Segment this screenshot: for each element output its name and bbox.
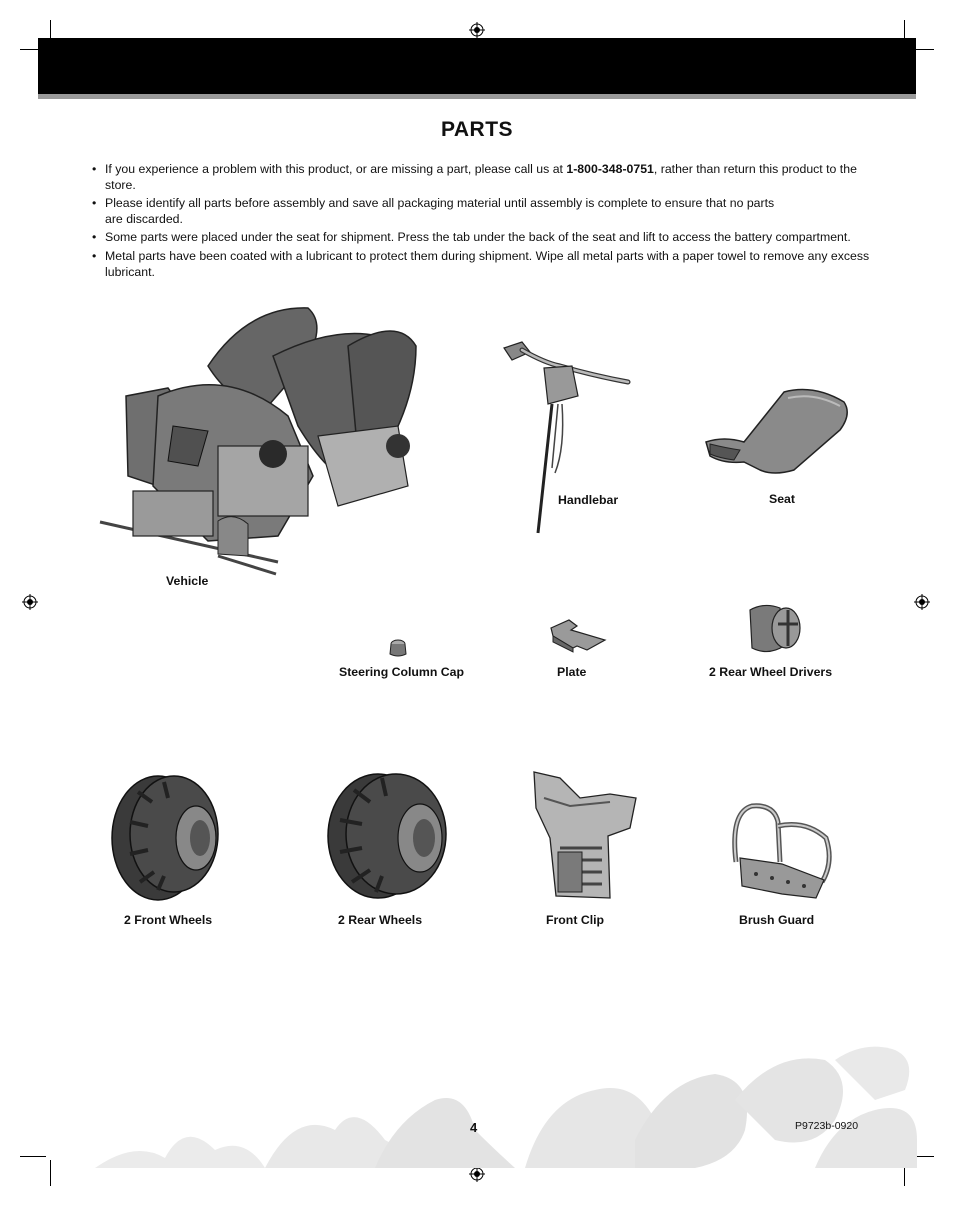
plate-label: Plate (557, 665, 587, 679)
header-rule (38, 94, 916, 99)
document-code: P9723b-0920 (795, 1120, 859, 1132)
list-item (92, 196, 795, 227)
front-clip-image (530, 768, 640, 904)
crop-mark (50, 1160, 51, 1186)
handlebar-label: Handlebar (558, 493, 619, 507)
instructions-list (92, 162, 882, 283)
rear-wheels-label: 2 Rear Wheels (338, 913, 423, 927)
crop-mark (50, 20, 51, 46)
rear-wheel-drivers-image (744, 602, 804, 656)
registration-mark-icon (22, 594, 38, 610)
crop-mark (908, 49, 934, 50)
support-phone: 1-800-348-0751 (566, 162, 654, 176)
bullet-text: Please identify all parts before assembly and save all packaging material until assembly is complete to ensure that no parts are discarded. (105, 196, 775, 226)
bullet-text: , rather than return this product to the store. (105, 162, 857, 192)
rear-wheels-image (324, 770, 450, 902)
list-item (92, 249, 882, 280)
footer-texture (95, 1040, 917, 1168)
plate-image (547, 616, 609, 654)
registration-mark-icon (469, 22, 485, 38)
bullet-text: If you experience a problem with this product, or are missing a part, please call us at (105, 162, 567, 176)
page-number: 4 (470, 1120, 478, 1135)
crop-mark (904, 20, 905, 46)
vehicle-label: Vehicle (166, 574, 209, 588)
crop-mark (20, 1156, 46, 1157)
vehicle-image (98, 306, 428, 578)
header-bar (38, 38, 916, 94)
seat-label: Seat (769, 492, 795, 506)
registration-mark-icon (469, 1166, 485, 1182)
front-clip-label: Front Clip (546, 913, 605, 927)
brush-guard-label: Brush Guard (739, 913, 815, 927)
brush-guard-image (726, 802, 836, 902)
rear-wheel-drivers-label: 2 Rear Wheel Drivers (709, 665, 833, 679)
front-wheels-label: 2 Front Wheels (124, 913, 213, 927)
steering-column-cap-label: Steering Column Cap (339, 665, 465, 679)
page-title: PARTS (440, 118, 514, 141)
list-item (92, 162, 882, 193)
bullet-text: Metal parts have been coated with a lubricant to protect them during shipment. Wipe all metal parts with a paper towel to remove any excess lubricant. (105, 248, 870, 279)
handlebar-image (500, 338, 635, 538)
bullet-text: Some parts were placed under the seat for shipment. Press the tab under the back of the seat and lift to access the battery compartment. (105, 230, 851, 245)
registration-mark-icon (914, 594, 930, 610)
list-item (92, 230, 882, 246)
crop-mark (20, 49, 46, 50)
front-wheels-image (108, 772, 222, 902)
seat-image (704, 384, 850, 474)
steering-column-cap-image (387, 638, 409, 658)
